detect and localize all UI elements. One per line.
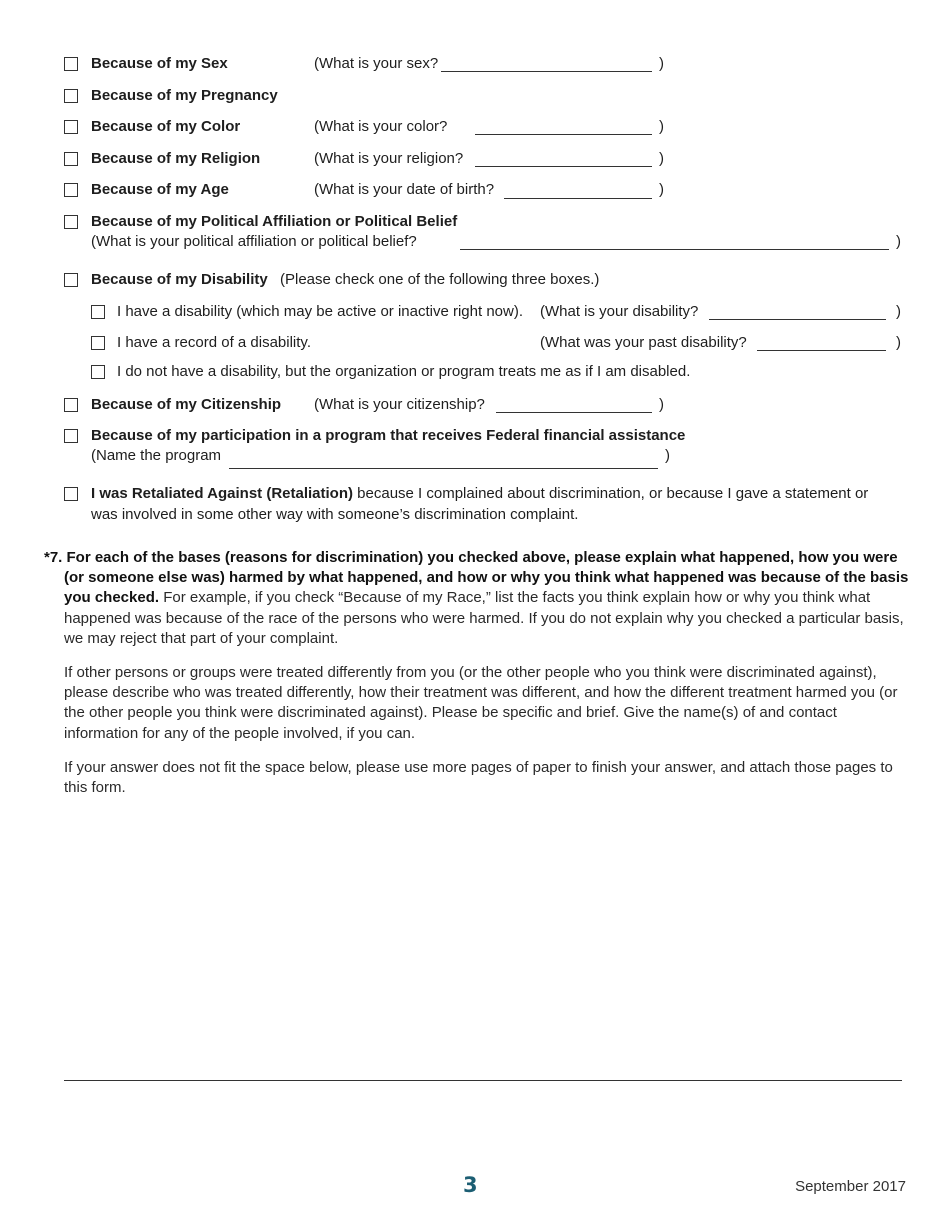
disability-checkbox[interactable] <box>64 273 78 287</box>
citizenship-label: Because of my Citizenship <box>91 396 282 413</box>
sex-label: Because of my Sex <box>91 55 228 72</box>
retaliation-line2: was involved in some other way with someone’s discrimination complaint. <box>91 506 579 523</box>
federal-program-close: ) <box>665 447 670 464</box>
retaliation-checkbox[interactable] <box>64 487 78 501</box>
citizenship-checkbox[interactable] <box>64 398 78 412</box>
question-7-heading: *7. For each of the bases (reasons for discrimination) you checked above, please explain what happened, how you were (or someone else was) harmed by what happened, and how or why you think what happened was because of the basis you checked. <box>44 549 909 607</box>
age-input[interactable] <box>504 198 652 199</box>
age-label: Because of my Age <box>91 181 229 198</box>
disability-regarded-checkbox[interactable] <box>91 365 105 379</box>
political-label: Because of my Political Affiliation or Political Belief <box>91 213 458 230</box>
disability-record-checkbox[interactable] <box>91 336 105 350</box>
religion-label: Because of my Religion <box>91 150 261 167</box>
pregnancy-checkbox[interactable] <box>64 89 78 103</box>
disability-active-label: I have a disability (which may be active or inactive right now). <box>117 303 524 320</box>
disability-instruction: (Please check one of the following three boxes.) <box>280 271 600 288</box>
page-number: 3 <box>463 1173 478 1197</box>
political-checkbox[interactable] <box>64 215 78 229</box>
disability-active-input[interactable] <box>709 319 886 320</box>
question-7-paragraph-2: If other persons or groups were treated differently from you (or the other people who you think were discriminated against), please describe who was treated differently, how their treatment was different, and how the different treatment harmed you (or the other people you think were discriminated against). Please be specific and brief. Give the name(s) of and contact information for any of the people involved, if you can. <box>64 664 898 742</box>
federal-program-checkbox[interactable] <box>64 429 78 443</box>
disability-label: Because of my Disability <box>91 271 268 288</box>
citizenship-prompt: (What is your citizenship? <box>314 396 485 413</box>
age-checkbox[interactable] <box>64 183 78 197</box>
answer-bottom-line <box>64 1080 902 1081</box>
retaliation-label: I was Retaliated Against (Retaliation) <box>91 485 353 502</box>
federal-program-label: Because of my participation in a program that receives Federal financial assistance <box>91 427 686 444</box>
disability-record-label: I have a record of a disability. <box>117 334 311 351</box>
color-label: Because of my Color <box>91 118 241 135</box>
color-close: ) <box>659 118 664 135</box>
sex-close: ) <box>659 55 664 72</box>
question-7-text: For example, if you check “Because of my Race,” list the facts you think explain how or why you think what happened was because of the race of the persons who were harmed. If you do not explain why you checked a particular basis, we may reject that part of your complaint. <box>64 589 904 647</box>
religion-prompt: (What is your religion? <box>314 150 464 167</box>
color-checkbox[interactable] <box>64 120 78 134</box>
form-date: September 2017 <box>795 1178 906 1195</box>
political-prompt: (What is your political affiliation or political belief? <box>91 233 417 250</box>
disability-record-close: ) <box>896 334 901 351</box>
disability-record-prompt: (What was your past disability? <box>540 334 747 351</box>
disability-active-checkbox[interactable] <box>91 305 105 319</box>
color-prompt: (What is your color? <box>314 118 448 135</box>
federal-program-input[interactable] <box>229 468 658 469</box>
retaliation-line1 <box>91 484 868 504</box>
sex-checkbox[interactable] <box>64 57 78 71</box>
retaliation-text: because I complained about discrimination, or because I gave a statement or <box>353 485 869 502</box>
disability-record-input[interactable] <box>757 350 886 351</box>
color-input[interactable] <box>475 134 652 135</box>
citizenship-input[interactable] <box>496 412 652 413</box>
disability-regarded-label: I do not have a disability, but the organization or program treats me as if I am disabled. <box>117 363 691 380</box>
religion-checkbox[interactable] <box>64 152 78 166</box>
disability-active-prompt: (What is your disability? <box>540 303 699 320</box>
citizenship-close: ) <box>659 396 664 413</box>
federal-program-prompt: (Name the program <box>91 447 222 464</box>
political-input[interactable] <box>460 249 889 250</box>
sex-prompt: (What is your sex? <box>314 55 439 72</box>
sex-input[interactable] <box>441 71 652 72</box>
question-7-paragraph-3: If your answer does not fit the space below, please use more pages of paper to finish your answer, and attach those pages to this form. <box>64 759 893 797</box>
religion-close: ) <box>659 150 664 167</box>
pregnancy-label: Because of my Pregnancy <box>91 87 278 104</box>
political-close: ) <box>896 233 901 250</box>
question-7-answer-area[interactable] <box>64 805 902 1075</box>
disability-active-close: ) <box>896 303 901 320</box>
religion-input[interactable] <box>475 166 652 167</box>
age-prompt: (What is your date of birth? <box>314 181 495 198</box>
question-7 <box>44 548 914 649</box>
age-close: ) <box>659 181 664 198</box>
